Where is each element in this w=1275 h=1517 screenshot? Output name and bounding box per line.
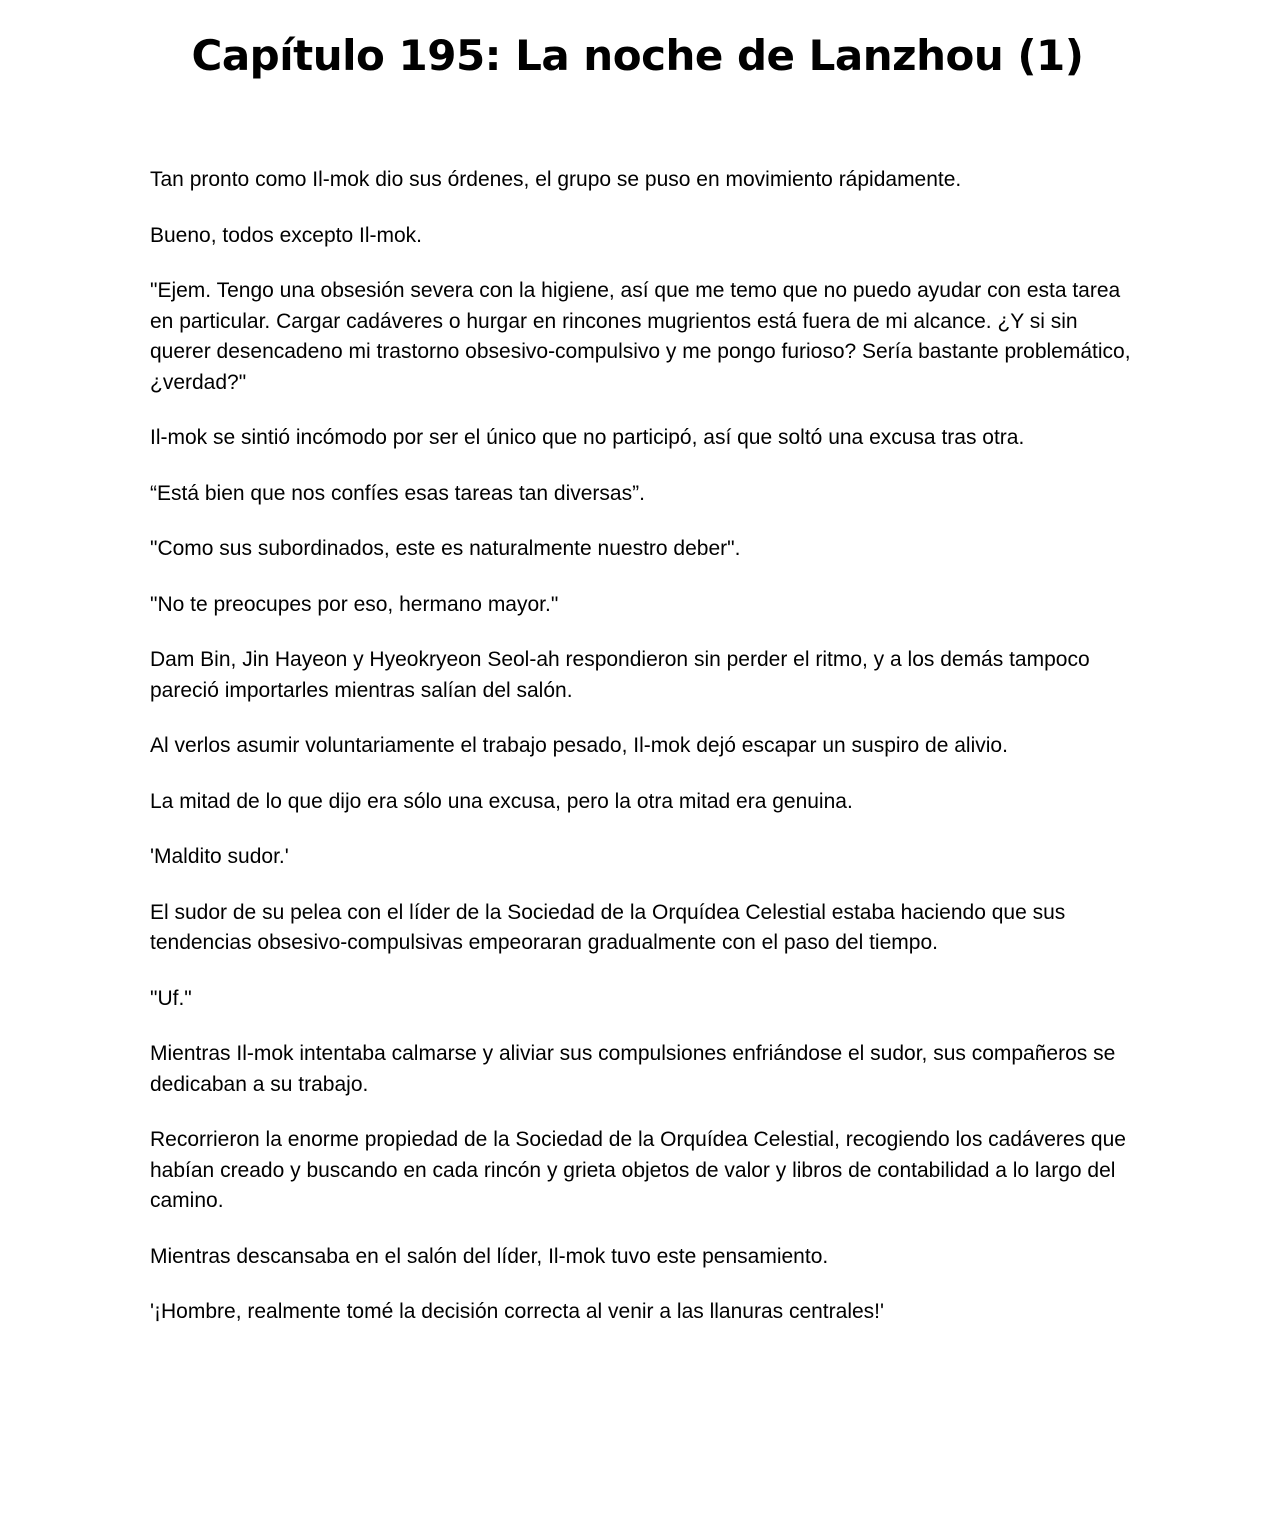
paragraph: La mitad de lo que dijo era sólo una excusa, pero la otra mitad era genuina. bbox=[150, 789, 853, 813]
chapter-title: Capítulo 195: La noche de Lanzhou (1) bbox=[191, 31, 1084, 80]
paragraph: "Uf." bbox=[150, 986, 192, 1010]
paragraph: "Ejem. Tengo una obsesión severa con la higiene, así que me temo que no puedo ayudar con esta tarea en particular. Cargar cadáveres o hurgar en rincones mugrientos está fuera de mi alcance. ¿Y si sin querer desencadeno mi trastorno obsesivo-compulsivo y me pongo furioso? Sería bastante problemático, ¿verdad?" bbox=[150, 279, 1131, 394]
paragraph: Mientras descansaba en el salón del líder, Il-mok tuvo este pensamiento. bbox=[150, 1244, 829, 1268]
paragraph: El sudor de su pelea con el líder de la Sociedad de la Orquídea Celestial estaba haciendo que sus tendencias obsesivo-compulsivas empeoraran gradualmente con el paso del tiempo. bbox=[150, 900, 1066, 954]
paragraph: Mientras Il-mok intentaba calmarse y aliviar sus compulsiones enfriándose el sudor, sus compañeros se dedicaban a su trabajo. bbox=[150, 1042, 1116, 1096]
paragraph: Il-mok se sintió incómodo por ser el único que no participó, así que soltó una excusa tras otra. bbox=[150, 426, 1025, 449]
paragraph: “Está bien que nos confíes esas tareas tan diversas”. bbox=[150, 481, 645, 505]
paragraph: Dam Bin, Jin Hayeon y Hyeokryeon Seol-ah respondieron sin perder el ritmo, y a los demás tampoco pareció importarles mientras salían del salón. bbox=[150, 648, 1090, 702]
chapter-body bbox=[150, 165, 1135, 1353]
paragraph: "No te preocupes por eso, hermano mayor." bbox=[150, 592, 559, 616]
paragraph: Recorrieron la enorme propiedad de la Sociedad de la Orquídea Celestial, recogiendo los cadáveres que habían creado y buscando en cada rincón y grieta objetos de valor y libros de contabilidad a lo largo del camino. bbox=[150, 1128, 1126, 1212]
paragraph: "Como sus subordinados, este es naturalmente nuestro deber". bbox=[150, 537, 741, 560]
paragraph: '¡Hombre, realmente tomé la decisión correcta al venir a las llanuras centrales!' bbox=[150, 1300, 885, 1323]
paragraph: Tan pronto como Il-mok dio sus órdenes, el grupo se puso en movimiento rápidamente. bbox=[150, 168, 962, 191]
paragraph: Al verlos asumir voluntariamente el trabajo pesado, Il-mok dejó escapar un suspiro de alivio. bbox=[150, 734, 1008, 757]
paragraph: Bueno, todos excepto Il-mok. bbox=[150, 223, 422, 247]
paragraph: 'Maldito sudor.' bbox=[150, 845, 289, 868]
